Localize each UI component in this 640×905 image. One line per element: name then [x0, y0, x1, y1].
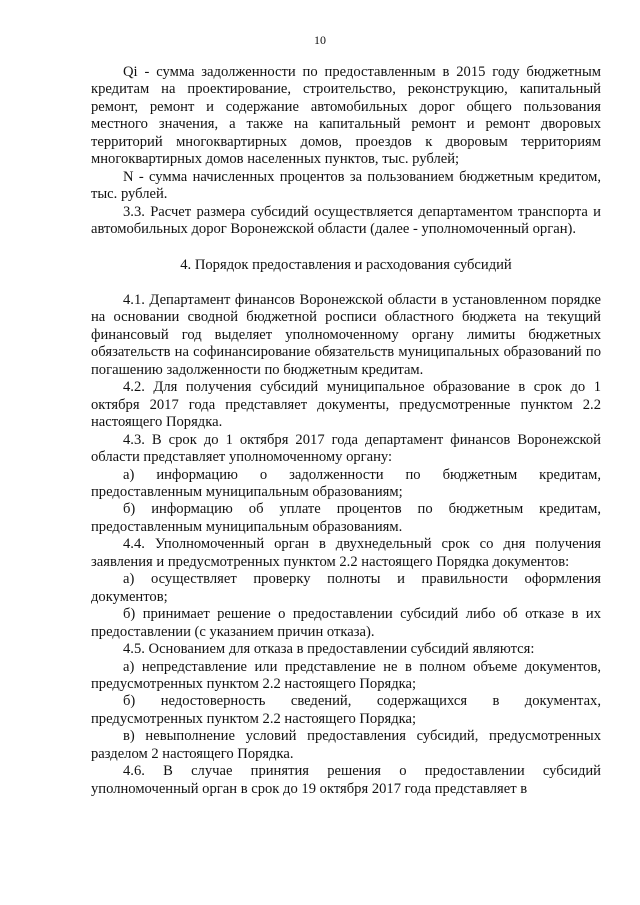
paragraph-4-5: 4.5. Основанием для отказа в предоставлении субсидий являются:: [123, 641, 535, 658]
paragraph-4-5-c: в) невыполнение условий предоставления субсидий, предусмотренных разделом 2 настоящего Порядка.: [91, 728, 601, 762]
paragraph-4-3: 4.3. В срок до 1 октября 2017 года департамент финансов Воронежской области представляет уполномоченному органу:: [91, 431, 601, 466]
paragraph-4-5-a: а) непредставление или представление не в полном объеме документов, предусмотренных пунктом 2.2 настоящего Порядка;: [91, 658, 601, 692]
paragraph-n-definition: N - сумма начисленных процентов за пользованием бюджетным кредитом, тыс. рублей.: [91, 168, 601, 203]
paragraph-4-2: 4.2. Для получения субсидий муниципальное образование в срок до 1 октября 2017 года представляет документы, предусмотренные пунктом 2.2 настоящего Порядка.: [91, 379, 601, 431]
paragraph-4-1: 4.1. Департамент финансов Воронежской области в установленном порядке на основании сводной бюджетной росписи областного бюджета на текущий финансовый год выделяет уполномоченному органу лимиты бюджетных обязательств на софинансирование обязательств муниципальных образований по погашению задолженности по бюджетным кредитам.: [91, 291, 601, 378]
paragraph-qi-definition: Qi - сумма задолженности по предоставленным в 2015 году бюджетным кредитам на проектирование, строительство, реконструкцию, капитальный ремонт, ремонт и содержание автомобильных дорог общего пользования местного значения, а также на капитальный ремонт и ремонт дворовых территорий многоквартирных домов, проездов к дворовым территориям многоквартирных домов населенных пунктов, тыс. рублей;: [91, 64, 601, 168]
paragraph-4-4-a: а) осуществляет проверку полноты и правильности оформления документов;: [91, 571, 601, 605]
paragraph-3-3: 3.3. Расчет размера субсидий осуществляется департаментом транспорта и автомобильных дорог Воронежской области (далее - уполномоченный орган).: [91, 203, 601, 238]
section-heading-4: 4. Порядок предоставления и расходования субсидий: [180, 256, 512, 273]
paragraph-4-3-a: а) информацию о задолженности по бюджетным кредитам, предоставленным муниципальным образованиям;: [91, 466, 601, 500]
paragraph-4-5-b: б) недостоверность сведений, содержащихся в документах, предусмотренных пунктом 2.2 настоящего Порядка;: [91, 693, 601, 727]
document-body: [91, 64, 601, 798]
paragraph-4-3-b: б) информацию об уплате процентов по бюджетным кредитам, предоставленным муниципальным образованиям.: [91, 501, 601, 535]
paragraph-4-4-b: б) принимает решение о предоставлении субсидий либо об отказе в их предоставлении (с указанием причин отказа).: [91, 606, 601, 640]
paragraph-4-6: 4.6. В случае принятия решения о предоставлении субсидий уполномоченный орган в срок до 19 октября 2017 года представляет в: [91, 763, 601, 797]
page-number: 10: [314, 33, 326, 47]
paragraph-4-4: 4.4. Уполномоченный орган в двухнедельный срок со дня получения заявления и предусмотренных пунктом 2.2 настоящего Порядка документов:: [91, 536, 601, 570]
